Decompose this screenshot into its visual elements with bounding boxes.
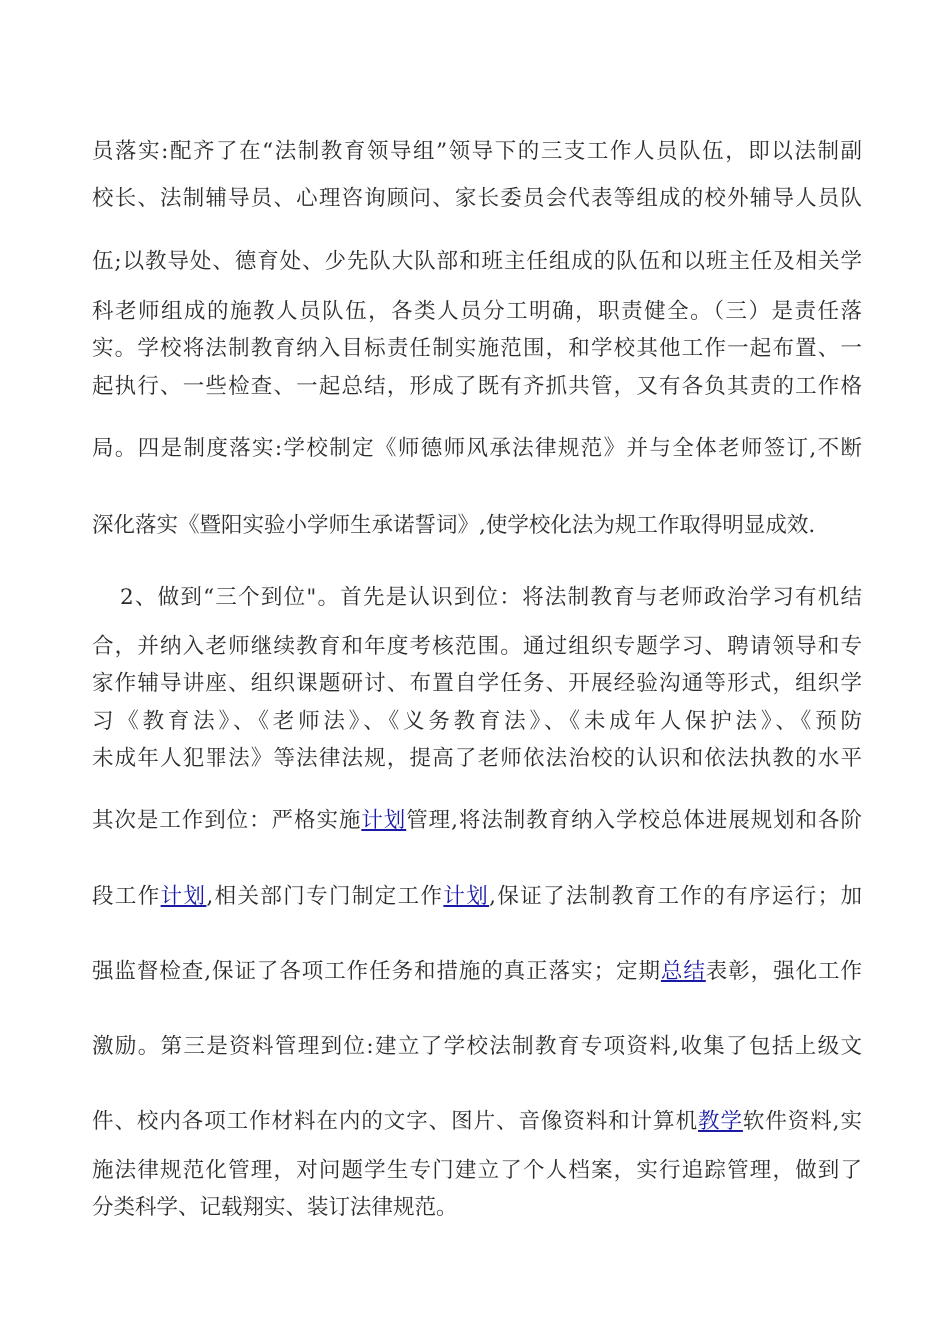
- text-span: 其次是工作到位：严格实施: [92, 808, 362, 833]
- inline-link[interactable]: 计划: [443, 884, 490, 909]
- text-span: 局。四是制度落实:学校制定《师德师风承法律规范》并与全体老师签订,不断: [92, 436, 862, 461]
- text-line: [92, 297, 862, 327]
- paragraph-start-line: [92, 583, 862, 613]
- text-line: [92, 1107, 862, 1137]
- text-line: [92, 882, 862, 912]
- text-line: [92, 632, 862, 662]
- text-span: 分类科学、记载翔实、装订法律规范。: [92, 1195, 458, 1220]
- text-span: ,保证了法制教育工作的有序运行；加: [489, 884, 862, 909]
- text-line: [92, 707, 862, 737]
- text-span: 校长、法制辅导员、心理咨询顾问、家长委员会代表等组成的校外辅导人员队: [92, 186, 862, 211]
- text-span: 2、做到“三个到位"。首先是认识到位：将法制教育与老师政治学习有机结: [120, 585, 862, 610]
- text-span: 强监督检查,保证了各项工作任务和措施的真正落实；定期: [92, 959, 661, 984]
- inline-link[interactable]: 总结: [660, 959, 706, 984]
- text-span: 施法律规范化管理，对问题学生专门建立了个人档案，实行追踪管理，做到了: [92, 1158, 862, 1183]
- text-line: [92, 511, 862, 541]
- text-span: 起执行、一些检查、一起总结，形成了既有齐抓共管，又有各负其责的工作格: [92, 374, 862, 399]
- text-span: 家作辅导讲座、组织课题研讨、布置自学任务、开展经验沟通等形式，组织学: [92, 671, 862, 696]
- text-span: 软件资料,实: [742, 1109, 862, 1134]
- text-line: [92, 372, 862, 402]
- text-line: [92, 1156, 862, 1186]
- inline-link[interactable]: 计划: [160, 884, 207, 909]
- text-span: 管理,将法制教育纳入学校总体进展规划和各阶: [406, 808, 862, 833]
- text-line: [92, 137, 862, 167]
- text-span: 习《教育法》、《老师法》、《义务教育法》、《未成年人保护法》、《预防: [92, 709, 862, 734]
- inline-link[interactable]: 教学: [698, 1109, 743, 1134]
- text-span: 实。学校将法制教育纳入目标责任制实施范围，和学校其他工作一起布置、一: [92, 336, 862, 361]
- text-line: [92, 1032, 862, 1062]
- text-line: [92, 1193, 862, 1223]
- text-line: [92, 184, 862, 214]
- text-line: [92, 669, 862, 699]
- text-span: 段工作: [92, 884, 161, 909]
- text-line: [92, 957, 862, 987]
- text-span: 伍;以教导处、德育处、少先队大队部和班主任组成的队伍和以班主任及相关学: [92, 249, 862, 274]
- text-span: ,相关部门专门制定工作: [206, 884, 444, 909]
- text-line: [92, 744, 862, 774]
- text-line: [92, 247, 862, 277]
- inline-link[interactable]: 计划: [361, 808, 407, 833]
- text-span: 未成年人犯罪法》等法律法规，提高了老师依法治校的认识和依法执教的水平: [92, 746, 862, 771]
- text-span: 激励。第三是资料管理到位:建立了学校法制教育专项资料,收集了包括上级文: [92, 1034, 862, 1059]
- text-line: [92, 334, 862, 364]
- text-line: [92, 806, 862, 836]
- text-span: 件、校内各项工作材料在内的文字、图片、音像资料和计算机: [92, 1109, 699, 1134]
- text-span: 深化落实《暨阳实验小学师生承诺誓词》,使学校化法为规工作取得明显成效.: [92, 513, 816, 538]
- text-span: 科老师组成的施教人员队伍，各类人员分工明确，职责健全。（三）是责任落: [92, 299, 862, 324]
- text-line: [92, 434, 862, 464]
- text-span: 合，并纳入老师继续教育和年度考核范围。通过组织专题学习、聘请领导和专: [92, 634, 862, 659]
- text-span: 员落实:配齐了在“法制教育领导组”领导下的三支工作人员队伍，即以法制副: [92, 139, 862, 164]
- text-span: 表彰，强化工作: [705, 959, 862, 984]
